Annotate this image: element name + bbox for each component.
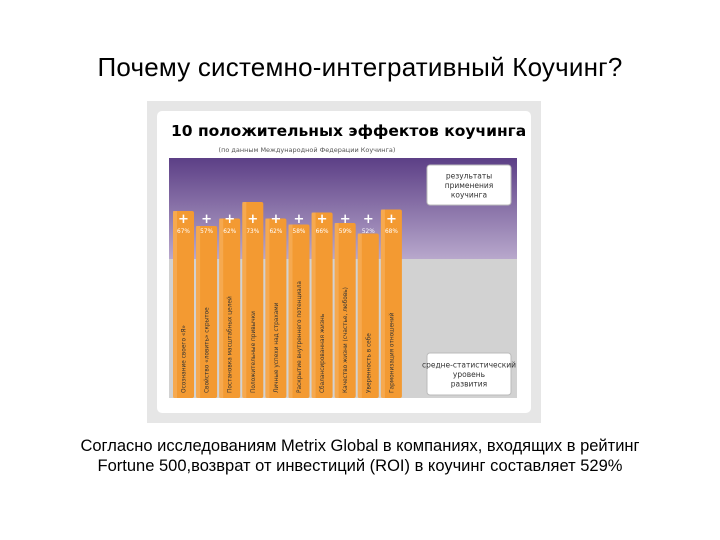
category-label: Свойство «ловить» скрытое [204, 307, 211, 393]
bar-highlight [381, 210, 385, 399]
plus-sign: + [178, 212, 189, 227]
value-label: 58% [292, 229, 306, 235]
plus-sign: + [201, 212, 213, 227]
category-label: Качество жизни (счастье, любовь) [343, 287, 350, 393]
value-label: 52% [361, 229, 375, 235]
bar-highlight [196, 226, 200, 398]
category-label: Уверенность в себе [366, 333, 373, 393]
chart-subtitle: (по данным Международной Федерации Коучинга) [218, 146, 396, 154]
value-label: 68% [384, 229, 398, 235]
bar-chart [147, 101, 541, 423]
caption [20, 436, 700, 476]
category-label: Сбалансированная жизнь [320, 313, 327, 393]
plus-sign: + [293, 212, 305, 227]
value-label: 62% [223, 229, 237, 235]
category-label: Раскрытие внутреннего потенциала [297, 281, 303, 393]
value-label: 57% [200, 229, 214, 235]
caption-line-1: Согласно исследованиям Metrix Global в компаниях, входящих в рейтинг [80, 437, 640, 455]
value-label: 73% [246, 229, 260, 235]
results-label-text: применения [444, 181, 494, 190]
plus-sign: + [316, 212, 328, 227]
value-label: 59% [338, 229, 352, 235]
plus-sign: + [270, 212, 282, 227]
results-label-text: результаты [445, 171, 493, 181]
bar-highlight [173, 211, 177, 398]
bar-highlight [358, 234, 362, 399]
value-label: 66% [315, 229, 329, 235]
plus-sign: + [247, 212, 259, 227]
caption-line-2: Fortune 500,возврат от инвестиций (ROI) в коучинг составляет 529% [97, 457, 623, 475]
bar-highlight [219, 219, 223, 399]
slide-title: Почему системно-интегративный Коучинг? [97, 52, 623, 82]
results-label-text: коучинга [450, 190, 488, 200]
bar-highlight [265, 219, 269, 399]
category-label: Личные успехи над страхами [273, 302, 280, 393]
bar-highlight [289, 225, 293, 399]
value-label: 67% [177, 229, 190, 235]
category-label: Постановка масштабных целей [227, 296, 234, 393]
plus-sign: + [339, 212, 351, 227]
bar-highlight [335, 223, 339, 398]
chart-figure [147, 101, 541, 423]
category-label: Осознание своего «Я» [181, 325, 188, 393]
chart-title: 10 положительных эффектов коучинга [171, 122, 527, 140]
category-label: Положительные привычки [250, 311, 257, 393]
baseline-label-text: развития [450, 379, 488, 389]
bar-highlight [312, 213, 316, 399]
baseline-label-text: уровень [452, 370, 486, 379]
plus-sign: + [362, 212, 374, 227]
plus-sign: + [224, 212, 236, 227]
category-label: Гармонизация отношений [389, 312, 396, 393]
plus-sign: + [385, 212, 397, 227]
value-label: 62% [269, 229, 283, 235]
baseline-label-text: средне-статистический [421, 360, 517, 370]
